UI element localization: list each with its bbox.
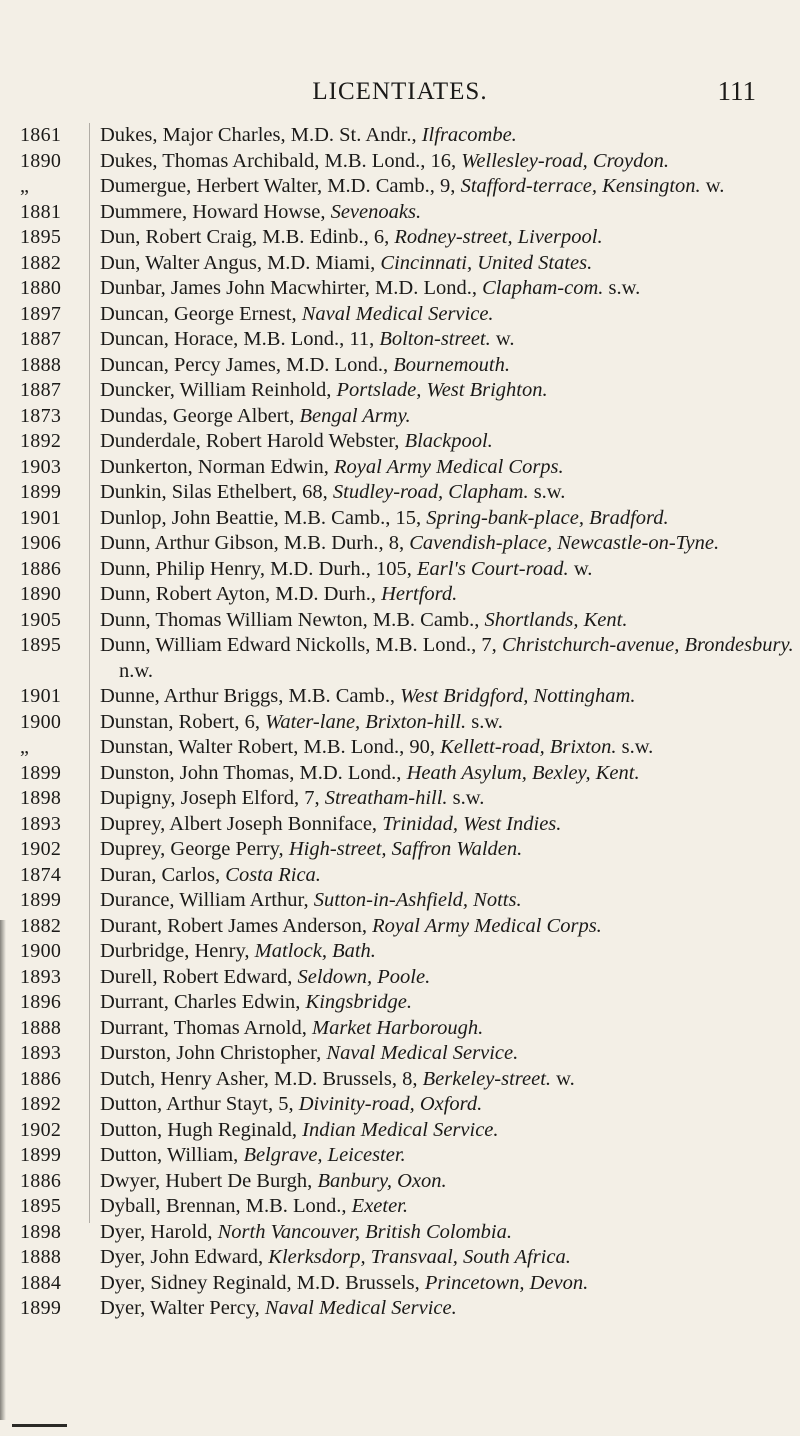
entry-address: Bolton-street. (379, 328, 491, 350)
entry-text (100, 378, 799, 404)
entry-name: Dunstan, Robert, 6, (100, 710, 266, 733)
entry-text (100, 939, 799, 965)
entry-text (100, 684, 799, 710)
list-item (0, 1271, 800, 1297)
entry-name: Dyer, Harold, (100, 1220, 218, 1243)
entry-name: Dunkin, Silas Ethelbert, 68, (100, 481, 333, 503)
entry-address: Bournemouth. (393, 353, 510, 376)
entry-address: Ilfracombe. (421, 124, 517, 146)
entry-text (100, 353, 799, 379)
list-item (0, 761, 800, 787)
entry-address: Naval Medical Service. (264, 1297, 457, 1319)
list-item (0, 863, 800, 889)
entry-year: 1893 (20, 1042, 62, 1064)
entry-name: Durbridge, Henry, (100, 940, 255, 962)
entry-text (100, 965, 799, 991)
entry-text (100, 302, 799, 328)
list-item (0, 735, 800, 761)
entry-name: Dunn, Arthur Gibson, M.B. Durh., 8, (100, 532, 410, 554)
entry-text (100, 1271, 799, 1297)
entry-text (100, 735, 799, 761)
entry-text (100, 455, 799, 481)
list-item (0, 200, 800, 226)
list-item (0, 582, 800, 608)
running-title: LICENTIATES. (312, 78, 488, 105)
entry-district: s.w. (528, 481, 566, 503)
entry-text (100, 633, 799, 684)
entry-name: Dunston, John Thomas, M.D. Lond., (100, 761, 407, 784)
list-item (0, 888, 800, 914)
entry-address: Princetown, Devon. (424, 1271, 589, 1294)
entry-address: Banbury, Oxon. (317, 1169, 447, 1192)
entry-address: Water-lane, Brixton-hill. (265, 710, 467, 733)
entry-year: 1901 (20, 685, 62, 707)
entry-name: Dummere, Howard Howse, (100, 200, 331, 223)
entry-year: „ (20, 736, 30, 758)
list-item (0, 786, 800, 812)
list-item (0, 1016, 800, 1042)
list-item (0, 837, 800, 863)
entry-address: Studley-road, Clapham. (332, 481, 529, 503)
entry-year: 1892 (20, 1093, 62, 1115)
entry-year: 1887 (20, 379, 62, 401)
entry-name: Dunkerton, Norman Edwin, (100, 455, 334, 478)
entry-text (100, 557, 799, 583)
entry-address: Sutton-in-Ashfield, Notts. (313, 889, 522, 911)
list-item (0, 276, 800, 302)
entry-year: 1886 (20, 1067, 62, 1090)
entry-name: Dyer, Walter Percy, (100, 1297, 265, 1319)
entry-year: 1861 (20, 124, 62, 146)
entry-text (100, 251, 799, 277)
entry-year: 1888 (20, 353, 62, 376)
entry-year: 1888 (20, 1016, 62, 1039)
list-item (0, 302, 800, 328)
entry-year: 1884 (20, 1271, 62, 1294)
entry-address: Bengal Army. (299, 404, 411, 427)
entry-address: West Bridgford, Nottingham. (400, 685, 636, 707)
entry-name: Durance, William Arthur, (100, 889, 314, 911)
list-item (0, 123, 800, 149)
list-item (0, 506, 800, 532)
entry-name: Durrant, Thomas Arnold, (100, 1016, 312, 1039)
entry-address: Naval Medical Service. (326, 1042, 519, 1064)
entry-name: Dukes, Major Charles, M.D. St. Andr., (100, 124, 422, 146)
entry-address: Streatham-hill. (324, 787, 448, 809)
entry-name: Dunn, Thomas William Newton, M.B. Camb., (100, 608, 485, 631)
entry-text (100, 837, 799, 863)
entry-name: Dutton, Arthur Stayt, 5, (100, 1093, 299, 1115)
entry-name: Dunn, William Edward Nickolls, M.B. Lond., 7, (100, 634, 502, 656)
entry-address: Rodney-street, Liverpool. (394, 226, 603, 248)
entry-name: Dyball, Brennan, M.B. Lond., (100, 1195, 352, 1217)
entry-text (100, 149, 799, 175)
entry-name: Durston, John Christopher, (100, 1042, 327, 1064)
entry-name: Dukes, Thomas Archibald, M.B. Lond., 16, (100, 149, 462, 172)
entry-text (100, 1041, 799, 1067)
entry-year: 1899 (20, 1297, 62, 1319)
entry-year: 1888 (20, 1246, 62, 1268)
entry-year: 1895 (20, 226, 62, 248)
entry-address: Clapham-com. (482, 277, 604, 299)
list-item (0, 531, 800, 557)
entry-name: Dyer, Sidney Reginald, M.D. Brussels, (100, 1271, 425, 1294)
entry-text (100, 786, 799, 812)
entry-address: Royal Army Medical Corps. (334, 455, 564, 478)
entry-name: Dumergue, Herbert Walter, M.D. Camb., 9, (100, 175, 461, 197)
entry-text (100, 990, 799, 1016)
entry-name: Dunderdale, Robert Harold Webster, (100, 430, 405, 452)
entry-year: 1882 (20, 251, 62, 274)
entry-address: Exeter. (351, 1195, 409, 1217)
entry-text (100, 1092, 799, 1118)
entry-text (100, 1118, 799, 1144)
entry-address: Kellett-road, Brixton. (440, 736, 617, 758)
entry-text (100, 506, 799, 532)
entry-address: Indian Medical Service. (302, 1118, 499, 1141)
entry-name: Dyer, John Edward, (100, 1246, 269, 1268)
entry-text (100, 480, 799, 506)
entry-year: 1893 (20, 812, 62, 835)
entry-text (100, 429, 799, 455)
entry-name: Duncker, William Reinhold, (100, 379, 337, 401)
list-item (0, 353, 800, 379)
entry-year: 1903 (20, 455, 62, 478)
entry-address: Seldown, Poole. (297, 965, 431, 988)
entry-address: Kingsbridge. (305, 991, 413, 1013)
entry-name: Duncan, Percy James, M.D. Lond., (100, 353, 394, 376)
entry-text (100, 1245, 799, 1271)
entry-district: s.w. (466, 710, 503, 733)
entry-year: 1886 (20, 1169, 62, 1192)
bottom-mark (12, 1424, 67, 1427)
entry-year: 1895 (20, 634, 62, 656)
entry-name: Duncan, Horace, M.B. Lond., 11, (100, 328, 380, 350)
entry-text (100, 888, 799, 914)
page-header (0, 78, 800, 114)
entry-name: Duncan, George Ernest, (100, 302, 302, 325)
entry-year: 1898 (20, 1220, 62, 1243)
entry-text (100, 123, 799, 149)
list-item (0, 684, 800, 710)
list-item (0, 1067, 800, 1093)
entry-name: Dutton, Hugh Reginald, (100, 1118, 303, 1141)
entry-address: Cincinnati, United States. (380, 251, 593, 274)
list-item (0, 251, 800, 277)
entry-year: 1890 (20, 583, 62, 605)
list-item (0, 710, 800, 736)
list-item (0, 1118, 800, 1144)
entry-address: Berkeley-street. (422, 1067, 552, 1090)
list-item (0, 1194, 800, 1220)
entry-text (100, 327, 799, 353)
entry-name: Dundas, George Albert, (100, 404, 300, 427)
entry-year: 1892 (20, 430, 62, 452)
entry-address: Heath Asylum, Bexley, Kent. (406, 761, 640, 784)
entry-text (100, 174, 799, 200)
entry-address: Earl's Court-road. (416, 557, 569, 580)
entry-year: 1899 (20, 1144, 62, 1166)
entry-address: Matlock, Bath. (254, 940, 376, 962)
entry-name: Dunn, Robert Ayton, M.D. Durh., (100, 583, 382, 605)
entry-year: 1893 (20, 965, 62, 988)
entry-address: Trinidad, West Indies. (382, 812, 562, 835)
entry-address: Cavendish-place, Newcastle-on-Tyne. (409, 532, 720, 554)
entry-year: 1887 (20, 328, 62, 350)
entry-year: 1906 (20, 532, 62, 554)
entry-text (100, 710, 799, 736)
entry-text (100, 914, 799, 940)
entry-text (100, 200, 799, 226)
entry-year: „ (20, 175, 30, 197)
list-item (0, 812, 800, 838)
entry-year: 1898 (20, 787, 62, 809)
entry-text (100, 1220, 799, 1246)
list-item (0, 1220, 800, 1246)
entry-address: Divinity-road, Oxford. (298, 1093, 483, 1115)
entry-address: Shortlands, Kent. (484, 608, 628, 631)
list-item (0, 914, 800, 940)
entry-name: Dunne, Arthur Briggs, M.B. Camb., (100, 685, 401, 707)
entry-address: Christchurch-avenue, Brondesbury. (501, 634, 794, 656)
list-item (0, 608, 800, 634)
entry-address: Klerksdorp, Transvaal, South Africa. (268, 1246, 571, 1268)
page-edge-shadow (0, 920, 6, 1420)
entry-address: Spring-bank-place, Bradford. (426, 506, 669, 529)
entry-year: 1873 (20, 404, 62, 427)
entry-name: Dwyer, Hubert De Burgh, (100, 1169, 318, 1192)
entry-text (100, 1016, 799, 1042)
entry-name: Durell, Robert Edward, (100, 965, 298, 988)
entry-text (100, 1143, 799, 1169)
page-number: 111 (717, 76, 756, 106)
entry-address: Sevenoaks. (330, 200, 422, 223)
entry-year: 1874 (20, 863, 62, 886)
entry-text (100, 863, 799, 889)
entry-year: 1900 (20, 940, 62, 962)
entry-address: North Vancouver, British Colombia. (217, 1220, 513, 1243)
entry-year: 1899 (20, 761, 62, 784)
entry-year: 1902 (20, 1118, 62, 1141)
entry-name: Dun, Robert Craig, M.B. Edinb., 6, (100, 226, 395, 248)
entry-address: Hertford. (381, 583, 458, 605)
entry-year: 1882 (20, 914, 62, 937)
entry-address: High-street, Saffron Walden. (288, 838, 523, 860)
entry-text (100, 404, 799, 430)
entry-year: 1880 (20, 277, 62, 299)
list-item (0, 990, 800, 1016)
list-item (0, 455, 800, 481)
list-item (0, 1041, 800, 1067)
list-item (0, 327, 800, 353)
list-item (0, 1143, 800, 1169)
entry-name: Duran, Carlos, (100, 863, 226, 886)
entry-name: Dunn, Philip Henry, M.D. Durh., 105, (100, 557, 417, 580)
entry-name: Dutch, Henry Asher, M.D. Brussels, 8, (100, 1067, 423, 1090)
entry-address: Wellesley-road, Croydon. (461, 149, 670, 172)
list-item (0, 1296, 800, 1322)
entry-name: Durrant, Charles Edwin, (100, 991, 306, 1013)
list-item (0, 480, 800, 506)
entry-year: 1901 (20, 506, 62, 529)
entry-text (100, 1169, 799, 1195)
entry-district: s.w. (603, 277, 641, 299)
list-item (0, 404, 800, 430)
entry-text (100, 225, 799, 251)
entry-year: 1890 (20, 149, 62, 172)
entry-name: Duprey, George Perry, (100, 838, 289, 860)
entry-year: 1896 (20, 991, 62, 1013)
entry-year: 1886 (20, 557, 62, 580)
list-item (0, 1092, 800, 1118)
entry-text (100, 1194, 799, 1220)
list-item (0, 633, 800, 684)
entry-text (100, 1067, 799, 1093)
list-item (0, 429, 800, 455)
list-item (0, 174, 800, 200)
entry-name: Dutton, William, (100, 1144, 244, 1166)
entry-district: w. (700, 175, 725, 197)
entry-name: Dunlop, John Beattie, M.B. Camb., 15, (100, 506, 427, 529)
entry-address: Portslade, West Brighton. (336, 379, 548, 401)
list-item (0, 557, 800, 583)
entry-year: 1899 (20, 481, 62, 503)
entry-district: w. (551, 1067, 575, 1090)
list-item (0, 965, 800, 991)
entry-address: Royal Army Medical Corps. (372, 914, 602, 937)
entry-district: n.w. (119, 659, 153, 682)
entry-year: 1900 (20, 710, 62, 733)
entry-text (100, 531, 799, 557)
entry-address: Stafford-terrace, Kensington. (460, 175, 701, 197)
list-item (0, 1245, 800, 1271)
entry-address: Market Harborough. (312, 1016, 484, 1039)
entry-text (100, 276, 799, 302)
entry-name: Duprey, Albert Joseph Bonniface, (100, 812, 383, 835)
entry-name: Dunbar, James John Macwhirter, M.D. Lond., (100, 277, 483, 299)
entry-address: Costa Rica. (225, 863, 321, 886)
list-item (0, 149, 800, 175)
entry-address: Naval Medical Service. (301, 302, 494, 325)
entry-year: 1897 (20, 302, 62, 325)
entry-year: 1905 (20, 608, 62, 631)
entry-text (100, 761, 799, 787)
entry-district: w. (568, 557, 593, 580)
list-item (0, 225, 800, 251)
entry-district: w. (490, 328, 515, 350)
entry-name: Dunstan, Walter Robert, M.B. Lond., 90, (100, 736, 441, 758)
entry-district: s.w. (447, 787, 485, 809)
entry-text (100, 608, 799, 634)
list-item (0, 1169, 800, 1195)
entry-name: Durant, Robert James Anderson, (100, 914, 373, 937)
entry-year: 1881 (20, 200, 62, 223)
entry-address: Blackpool. (404, 430, 493, 452)
licentiates-list (0, 123, 800, 1322)
entry-year: 1895 (20, 1195, 62, 1217)
list-item (0, 378, 800, 404)
entry-text (100, 812, 799, 838)
entry-text (100, 1296, 799, 1322)
entry-district: s.w. (616, 736, 654, 758)
entry-address: Belgrave, Leicester. (243, 1144, 406, 1166)
entry-name: Dun, Walter Angus, M.D. Miami, (100, 251, 381, 274)
list-item (0, 939, 800, 965)
entry-name: Dupigny, Joseph Elford, 7, (100, 787, 325, 809)
entry-year: 1902 (20, 838, 62, 860)
entry-text (100, 582, 799, 608)
entry-year: 1899 (20, 889, 62, 911)
